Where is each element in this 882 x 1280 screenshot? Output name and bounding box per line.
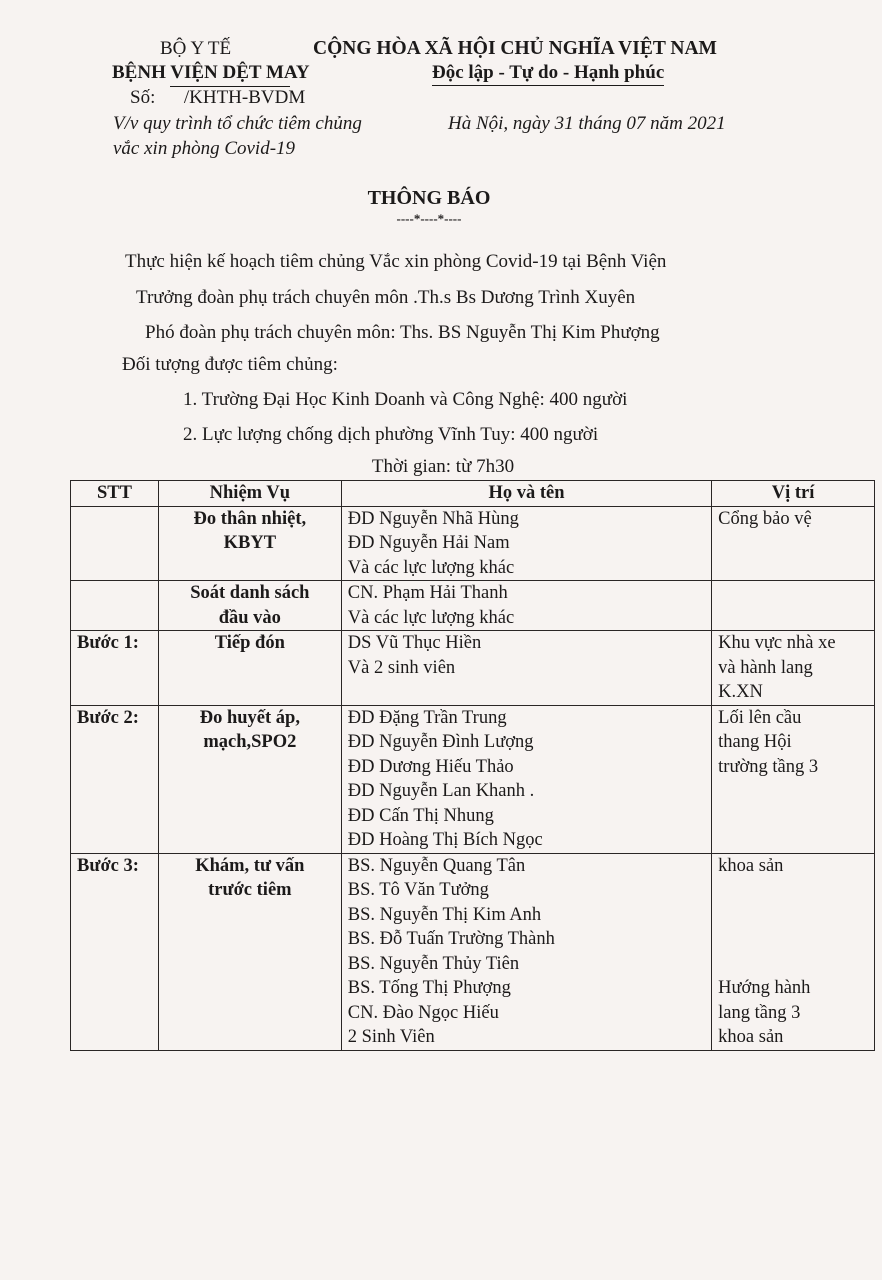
name-line: BS. Nguyễn Thủy Tiên (347, 953, 520, 974)
national-motto: Độc lập - Tự do - Hạnh phúc (432, 62, 664, 86)
cell-stt (71, 506, 159, 581)
name-line: ĐD Nguyễn Lan Khanh . (347, 781, 535, 801)
table-row (71, 581, 875, 631)
task-line: Tiếp đón (214, 633, 285, 653)
table-row (71, 705, 875, 853)
task-line: KBYT (223, 533, 277, 553)
task-line: trước tiêm (208, 880, 292, 900)
name-line: Và các lực lượng khác (347, 557, 515, 578)
header-names: Họ và tên (341, 481, 711, 507)
position-line: trường tầng 3 (718, 756, 819, 777)
header-position: Vị trí (712, 481, 875, 507)
task-line: Đo thân nhiệt, (193, 508, 307, 529)
cell-names (341, 705, 711, 853)
cell-names (341, 581, 711, 631)
time-info: Thời gian: từ 7h30 (371, 456, 515, 477)
title-divider: ----*----*---- (396, 211, 462, 226)
table-row (71, 631, 875, 706)
task-line: mạch,SPO2 (203, 732, 297, 752)
intro-line-1: Thực hiện kế hoạch tiêm chủng Vắc xin phòng Covid-19 tại Bệnh Viện (125, 251, 667, 272)
name-line: BS. Nguyễn Thị Kim Anh (347, 904, 542, 925)
target-item-1: 1. Trường Đại Học Kinh Doanh và Công Nghệ: 400 người (183, 389, 628, 410)
cell-stt: Bước 2: (71, 705, 159, 853)
position-line: khoa sản (718, 1027, 784, 1047)
document-title: THÔNG BÁO (367, 187, 491, 209)
cell-task (158, 853, 341, 1050)
cell-task (158, 631, 341, 706)
position-line: thang Hội (718, 732, 792, 752)
cell-task (158, 705, 341, 853)
name-line: ĐD Cấn Thị Nhung (347, 805, 494, 826)
name-line: BS. Đỗ Tuấn Trường Thành (347, 929, 555, 949)
task-line: đầu vào (218, 607, 281, 628)
cell-position (712, 853, 875, 1050)
cell-names (341, 853, 711, 1050)
cell-task (158, 581, 341, 631)
cell-names (341, 506, 711, 581)
position-line: Lối lên cầu (718, 707, 802, 728)
name-line: BS. Nguyễn Quang Tân (347, 855, 526, 876)
cell-names (341, 631, 711, 706)
cell-position (712, 631, 875, 706)
position-line: Cổng bảo vệ (718, 508, 812, 529)
position-line: K.XN (718, 682, 763, 702)
cell-position (712, 506, 875, 581)
targets-label: Đối tượng được tiêm chủng: (122, 354, 338, 375)
hospital-name-text: BỆNH VIỆN DỆT MAY (112, 62, 310, 83)
name-line: CN. Phạm Hải Thanh (347, 583, 508, 603)
name-line: BS. Tô Văn Tưởng (347, 880, 489, 900)
intro-line-2: Trưởng đoàn phụ trách chuyên môn .Th.s Bs Dương Trình Xuyên (136, 287, 636, 308)
assignment-table (70, 480, 875, 1051)
name-line: ĐD Nguyễn Nhã Hùng (347, 508, 519, 529)
name-line: ĐD Nguyễn Hải Nam (347, 533, 510, 553)
table-header-row (71, 481, 875, 507)
task-line: Soát danh sách (190, 583, 310, 603)
header-stt: STT (71, 481, 159, 507)
cell-stt (71, 581, 159, 631)
name-line: 2 Sinh Viên (347, 1027, 435, 1047)
name-line: ĐD Nguyễn Đình Lượng (347, 732, 534, 752)
cell-stt: Bước 3: (71, 853, 159, 1050)
name-line: BS. Tống Thị Phượng (347, 978, 511, 998)
document-date: Hà Nội, ngày 31 tháng 07 năm 2021 (448, 113, 726, 134)
name-line: Và 2 sinh viên (347, 657, 456, 678)
task-line: Đo huyết áp, (199, 707, 300, 728)
name-line: ĐD Dương Hiếu Thảo (347, 756, 514, 777)
position-line: khoa sản (718, 855, 784, 876)
position-line: và hành lang (718, 657, 813, 678)
name-line: CN. Đào Ngọc Hiếu (347, 1002, 499, 1023)
name-line: ĐD Đặng Trần Trung (347, 707, 507, 728)
task-line: Khám, tư vấn (195, 855, 305, 876)
subject-line-2: vắc xin phòng Covid-19 (113, 138, 296, 159)
table-row (71, 853, 875, 1050)
position-line: Hướng hành (718, 978, 811, 998)
cell-position (712, 581, 875, 631)
name-line: DS Vũ Thục Hiền (347, 633, 482, 653)
subject-line-1: V/v quy trình tổ chức tiêm chủng (113, 113, 362, 134)
table-row (71, 506, 875, 581)
target-item-2: 2. Lực lượng chống dịch phường Vĩnh Tuy: 400 người (183, 424, 599, 445)
position-line: lang tầng 3 (718, 1002, 801, 1023)
cell-position (712, 705, 875, 853)
name-line: ĐD Hoàng Thị Bích Ngọc (347, 830, 543, 850)
name-line: Và các lực lượng khác (347, 607, 515, 628)
header-task: Nhiệm Vụ (158, 481, 341, 507)
hospital-name (112, 62, 310, 84)
intro-line-3: Phó đoàn phụ trách chuyên môn: Ths. BS Nguyễn Thị Kim Phượng (145, 322, 660, 343)
document-number: Số: /KHTH-BVDM (130, 87, 306, 108)
ministry-name: BỘ Y TẾ (160, 38, 232, 59)
position-line: Khu vực nhà xe (718, 633, 836, 653)
nation-name: CỘNG HÒA XÃ HỘI CHỦ NGHĨA VIỆT NAM (313, 38, 717, 59)
cell-task (158, 506, 341, 581)
cell-stt: Bước 1: (71, 631, 159, 706)
